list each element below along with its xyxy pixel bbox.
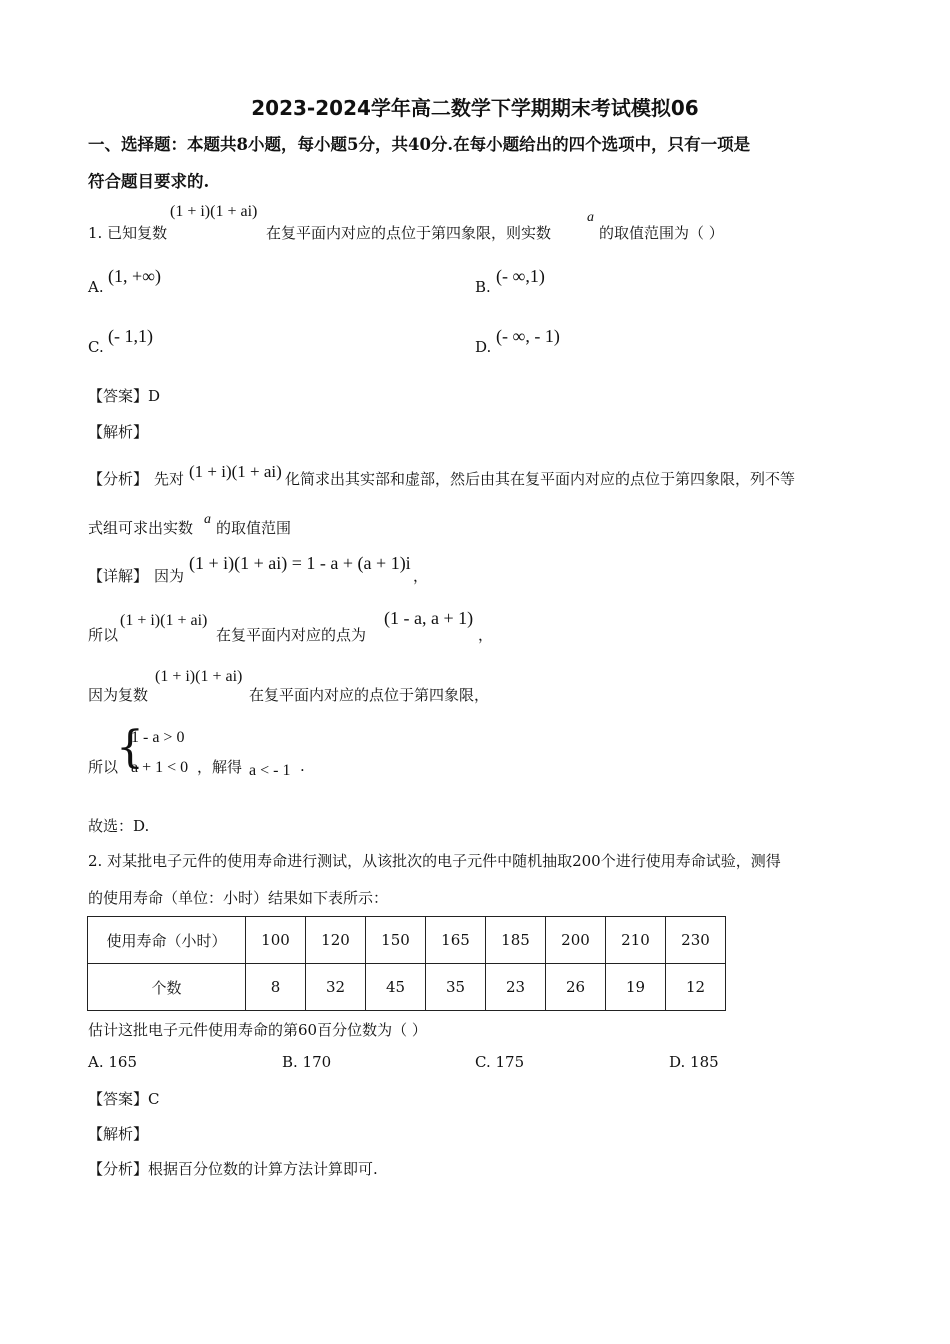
q1-option-c-label: C. (88, 338, 104, 356)
table-cell: 8 (246, 964, 306, 1011)
table-cell: 165 (426, 917, 486, 964)
q2-fenxi: 【分析】根据百分位数的计算方法计算即可. (88, 1160, 378, 1178)
table-cell: 35 (426, 964, 486, 1011)
q1-fenxi-b: 化简求出其实部和虚部，然后由其在复平面内对应的点位于第四象限，列不等 (285, 470, 796, 488)
q1-detail-a: 因为 (154, 567, 185, 585)
q1-option-a-label: A. (88, 278, 104, 296)
table-cell: 230 (666, 917, 726, 964)
q1-choose: 故选：D. (88, 817, 150, 835)
section-heading-line1: 一、选择题：本题共8小题，每小题5分，共40分.在每小题给出的四个选项中，只有一项是 (88, 135, 751, 154)
table-cell: 19 (606, 964, 666, 1011)
q1-so-a: 所以 (88, 626, 119, 644)
q1-fenxi-expression: (1 + i)(1 + ai) (189, 462, 282, 481)
q2-line2: 的使用寿命（单位：小时）结果如下表所示： (88, 889, 389, 907)
q1-because-expression: (1 + i)(1 + ai) (155, 668, 243, 685)
q1-middle: 在复平面内对应的点位于第四象限，则实数 (266, 224, 552, 242)
q2-option-b: B. 170 (282, 1053, 332, 1071)
q2-answer: 【答案】C (88, 1090, 160, 1108)
q1-sys-a: 所以 (88, 758, 119, 776)
q1-sys-line1: 1 - a > 0 (131, 729, 185, 746)
q1-option-d-value: (- ∞, - 1) (496, 326, 560, 346)
q1-option-b-label: B. (475, 278, 491, 296)
q1-so-end: ， (478, 626, 494, 644)
q2-question: 估计这批电子元件使用寿命的第60百分位数为（ ） (88, 1021, 427, 1039)
table-cell: 26 (546, 964, 606, 1011)
q2-option-a: A. 165 (88, 1053, 137, 1071)
q1-option-d-label: D. (475, 338, 492, 356)
table-header-cell: 使用寿命（小时） (88, 917, 246, 964)
q1-sys-line2: a + 1 < 0 (131, 759, 189, 776)
q1-expression: (1 + i)(1 + ai) (170, 203, 258, 220)
page-title: 2023-2024学年高二数学下学期期末考试模拟06 (251, 96, 699, 120)
table-cell: 185 (486, 917, 546, 964)
q1-fenxi-var: a (204, 512, 211, 527)
table-cell: 12 (666, 964, 726, 1011)
q1-sys-b: ，解得 (197, 758, 243, 776)
q2-option-d: D. 185 (669, 1053, 719, 1071)
q1-so-b: 在复平面内对应的点为 (216, 626, 367, 644)
q1-fenxi-d: 的取值范围 (216, 519, 292, 537)
table-row (88, 964, 726, 1011)
q1-answer: 【答案】D (88, 387, 161, 405)
table-cell: 120 (306, 917, 366, 964)
q2-analysis-tag: 【解析】 (88, 1125, 149, 1143)
q1-option-c-value: (- 1,1) (108, 326, 153, 346)
q1-option-b-value: (- ∞,1) (496, 266, 545, 286)
q1-fenxi-c: 式组可求出实数 (88, 519, 194, 537)
q1-sys-end: . (300, 757, 305, 775)
table-cell: 45 (366, 964, 426, 1011)
q1-detail-tag: 【详解】 (88, 567, 149, 585)
q1-suffix: 的取值范围为（ ） (599, 224, 724, 242)
q1-prefix: 1. 已知复数 (88, 224, 168, 242)
q1-detail-expression: (1 + i)(1 + ai) = 1 - a + (a + 1)i (189, 553, 411, 573)
q1-because-a: 因为复数 (88, 686, 149, 704)
lifetime-table (87, 916, 726, 1011)
q1-so-expression: (1 + i)(1 + ai) (120, 612, 208, 629)
section-heading-line2: 符合题目要求的. (88, 172, 210, 191)
q2-option-c: C. 175 (475, 1053, 525, 1071)
table-cell: 210 (606, 917, 666, 964)
q1-option-a-value: (1, +∞) (108, 266, 161, 286)
q1-analysis-tag: 【解析】 (88, 423, 149, 441)
q1-fenxi-a: 先对 (154, 470, 185, 488)
table-cell: 23 (486, 964, 546, 1011)
q1-so-point: (1 - a, a + 1) (384, 608, 474, 628)
table-cell: 150 (366, 917, 426, 964)
system-brace: { (116, 722, 144, 773)
table-row (88, 917, 726, 964)
q1-var: a (587, 210, 594, 225)
q1-fenxi-tag: 【分析】 (88, 470, 149, 488)
table-cell: 200 (546, 917, 606, 964)
q2-line1: 2. 对某批电子元件的使用寿命进行测试，从该批次的电子元件中随机抽取200个进行使用寿命试验，测得 (88, 852, 781, 870)
table-cell: 32 (306, 964, 366, 1011)
table-header-cell: 个数 (88, 964, 246, 1011)
table-cell: 100 (246, 917, 306, 964)
q1-because-b: 在复平面内对应的点位于第四象限， (249, 686, 490, 704)
q1-detail-end: ， (413, 567, 429, 585)
q1-sys-result: a < - 1 (249, 762, 291, 779)
